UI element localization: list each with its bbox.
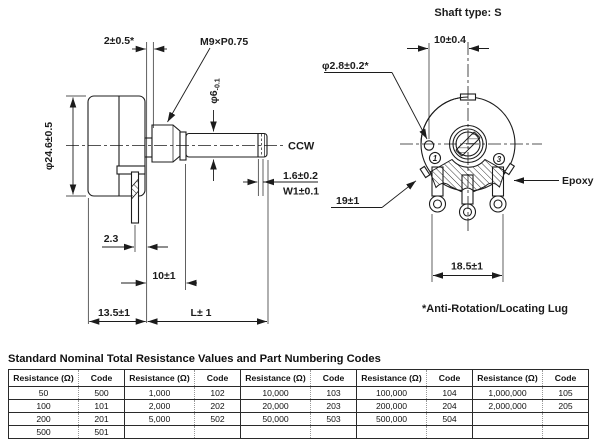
lug-dia-callout — [322, 60, 427, 139]
table-cell: 503 — [311, 413, 357, 426]
table-cell: 5,000 — [125, 413, 195, 426]
table-header: Code — [543, 370, 589, 387]
table-cell: 2,000,000 — [473, 400, 543, 413]
table-row — [9, 400, 589, 413]
epoxy-dia-label: 19±1 — [336, 195, 360, 207]
dim-slot-width-label: W1±0.1 — [283, 185, 320, 198]
dim-bushing-length-label: 10±1 — [152, 270, 176, 282]
bushing-collar — [180, 132, 186, 160]
table-cell: 504 — [427, 413, 473, 426]
table-cell — [473, 413, 543, 426]
dim-body-diameter-label: φ24.6±0.5 — [43, 121, 55, 171]
terminal-number-3: 3 — [496, 155, 502, 164]
table-cell — [311, 426, 357, 439]
dim-terminal-span-label: 18.5±1 — [450, 260, 484, 273]
table-cell: 10,000 — [241, 387, 311, 400]
table-cell — [125, 426, 195, 439]
table-header: Resistance (Ω) — [13, 373, 74, 383]
table-cell: 204 — [427, 400, 473, 413]
table-cell — [195, 426, 241, 439]
table-cell: 1,000,000 — [473, 387, 543, 400]
table-cell: 1,000 — [125, 387, 195, 400]
table-cell — [543, 426, 589, 439]
table-cell: 101 — [79, 400, 125, 413]
dim-shaft-length-label: L± 1 — [190, 307, 212, 319]
side-view — [43, 35, 319, 324]
terminal-hole-2 — [464, 208, 472, 216]
table-cell: 200 — [36, 414, 51, 424]
table-cell — [427, 426, 473, 439]
dim-terminal-offset-label: 2.3 — [103, 233, 119, 245]
thread-callout — [168, 36, 249, 122]
table-cell: 50 — [38, 388, 49, 398]
dim-terminal-span — [432, 214, 503, 282]
table-header-row — [9, 370, 589, 387]
table-cell: 103 — [311, 387, 357, 400]
table-header: Resistance (Ω) — [357, 370, 427, 387]
table-header: Resistance (Ω) — [241, 370, 311, 387]
table-header: Resistance (Ω) — [473, 370, 543, 387]
dim-terminal-offset — [102, 225, 168, 252]
table-cell: 500,000 — [357, 413, 427, 426]
table-cell: 105 — [543, 387, 589, 400]
table-cell: 100,000 — [357, 387, 427, 400]
table-header: Code — [195, 370, 241, 387]
table-row — [9, 387, 589, 400]
table-cell — [241, 426, 311, 439]
table-cell — [357, 426, 427, 439]
table-cell: 202 — [195, 400, 241, 413]
terminal-number-1: 1 — [432, 154, 438, 163]
table-header: Code — [79, 370, 125, 387]
table-row — [9, 426, 589, 439]
table-cell: 501 — [79, 426, 125, 439]
table-cell: 102 — [195, 387, 241, 400]
dim-slot-depth-label: 1.6±0.2 — [283, 170, 318, 182]
table-cell: 200,000 — [357, 400, 427, 413]
table-cell: 205 — [543, 400, 589, 413]
resistance-code-table — [8, 369, 589, 439]
dim-lug-protrusion-label: 2±0.5* — [103, 35, 135, 47]
dim-slot — [243, 159, 319, 198]
terminal-hole-3 — [494, 200, 502, 208]
thread-label: M9×P0.75 — [200, 36, 249, 48]
table-header: Code — [311, 370, 357, 387]
dim-shaft-diameter — [208, 78, 222, 181]
table-cell: 500 — [36, 427, 51, 437]
table-row — [9, 413, 589, 426]
table-cell — [473, 426, 543, 439]
locating-lug — [145, 138, 152, 157]
epoxy-callout — [514, 175, 594, 187]
front-view-title: Shaft type: S — [434, 7, 502, 19]
epoxy-dia-callout — [331, 181, 416, 208]
dim-lug-distance-label: 10±0.4 — [433, 34, 467, 46]
table-cell: 500 — [79, 387, 125, 400]
table-cell: 104 — [427, 387, 473, 400]
dim-body-diameter — [43, 96, 86, 196]
table-cell: 201 — [79, 413, 125, 426]
table-cell: 502 — [195, 413, 241, 426]
front-view — [322, 7, 594, 315]
table-title: Standard Nominal Total Resistance Values and Part Numbering Codes — [8, 353, 381, 365]
table-header: Code — [427, 370, 473, 387]
table-cell: 50,000 — [241, 413, 311, 426]
dim-shaft-diameter-label: $\varphi 6_{-0.1}$ — [208, 78, 222, 104]
terminal-hole-1 — [434, 200, 442, 208]
epoxy-text: Epoxy — [562, 175, 594, 187]
threaded-bushing — [152, 125, 180, 162]
table-cell: 100 — [36, 401, 51, 411]
locating-lug-hole — [424, 141, 433, 150]
table-cell — [543, 413, 589, 426]
table-cell: 2,000 — [125, 400, 195, 413]
rotation-label: CCW — [288, 140, 315, 153]
footnote: *Anti-Rotation/Locating Lug — [421, 303, 569, 315]
lug-dia-label: φ2.8±0.2* — [322, 60, 369, 72]
table-cell: 20,000 — [241, 400, 311, 413]
table-header: Resistance (Ω) — [125, 370, 195, 387]
table-cell: 203 — [311, 400, 357, 413]
dim-body-depth-label: 13.5±1 — [97, 307, 131, 319]
